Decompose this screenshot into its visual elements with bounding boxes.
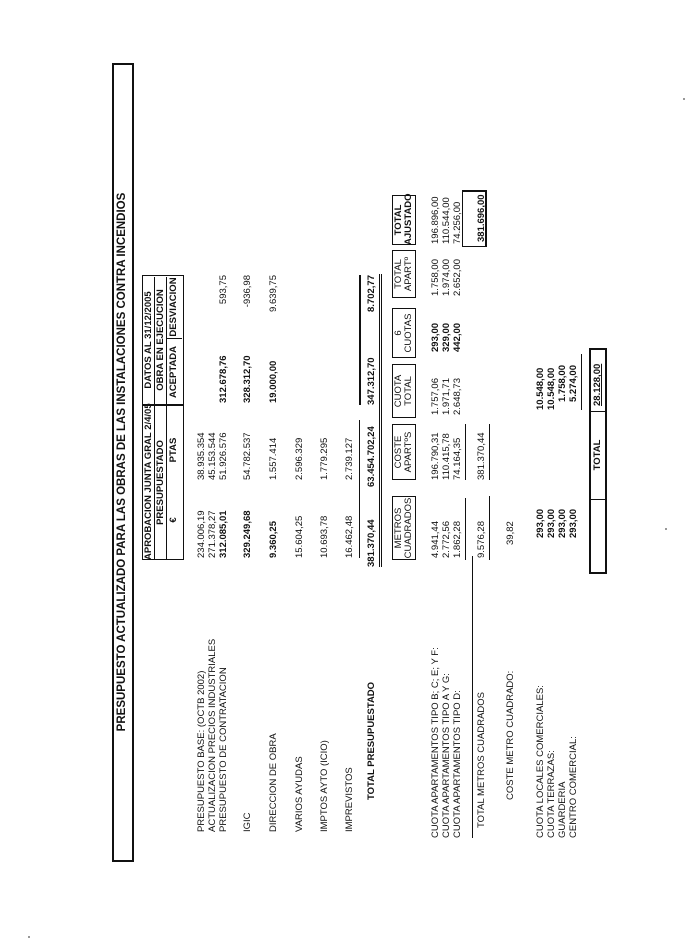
header-ajustado: TOTAL — [393, 204, 404, 236]
locales-row-label: CUOTA TERRAZAS: — [546, 750, 557, 838]
locales-row-label: GUARDERIA — [557, 781, 568, 838]
header-coste-2: APARTºS — [403, 431, 414, 473]
quota-row-cuota: 1.971,71 — [441, 378, 452, 415]
locales-row-total: 10.548,00 — [546, 367, 557, 410]
budget-row-eur: 271.378,27 — [207, 510, 218, 558]
locales-row-label: CUOTA LOCALES COMERCIALES: — [535, 685, 546, 838]
header-seis-2: CUOTAS — [403, 313, 414, 353]
header-metros: METROS — [393, 507, 404, 549]
header-cuota-2: TOTAL — [403, 376, 414, 406]
budget-total-ptas: 63.454.702,24 — [366, 426, 377, 487]
budget-row-ptas: 38.935.354 — [196, 432, 207, 480]
quota-row-totalap: 2.652,00 — [452, 259, 463, 296]
quota-row-seis: 293,00 — [430, 322, 441, 352]
quota-row-metros: 1.862,28 — [452, 521, 463, 558]
budget-row-aceptada: 328.312,70 — [242, 355, 253, 403]
locales-total-label: TOTAL — [592, 439, 603, 471]
quota-row-seis: 442,00 — [452, 322, 463, 352]
total-coste-value: 381.370,44 — [476, 432, 487, 480]
budget-row-label: ACTUALIZACION PRECIOS INDUSTRIALES — [207, 638, 218, 832]
budget-row-eur: 312.085,01 — [218, 510, 229, 558]
quota-row-ajustado: 196.896,00 — [430, 196, 441, 244]
budget-row-aceptada: 312.678,76 — [218, 355, 229, 403]
header-totalap-2: APARTº — [403, 256, 414, 292]
header-coste: COSTE — [393, 435, 404, 469]
quota-row-totalap: 1.758,00 — [430, 259, 441, 296]
page-title: PRESUPUESTO ACTUALIZADO PARA LAS OBRAS DE LAS INSTALACIONES CONTRA INCENDIOS — [116, 192, 128, 732]
quota-row-label: CUOTA APARTAMENTOS TIPO B; C; E; Y F: — [430, 647, 441, 838]
locales-row-cuota: 293,00 — [568, 508, 579, 538]
header-ajustado-2: AJUSTADO — [403, 193, 414, 245]
budget-row-label: IGIC — [242, 812, 253, 832]
budget-row-eur: 329.249,68 — [242, 510, 253, 558]
scan-speck — [665, 528, 667, 530]
quota-row-metros: 4.941,44 — [430, 521, 441, 558]
locales-row-cuota: 293,00 — [557, 508, 568, 538]
budget-row-label: VARIOS AYUDAS — [294, 756, 305, 832]
budget-row-ptas: 2.596.329 — [294, 437, 305, 480]
locales-row-total: 10.548,00 — [535, 367, 546, 410]
budget-total-aceptada: 347.312,70 — [366, 357, 377, 405]
coste-metro-label: COSTE METRO CUADRADO: — [505, 670, 516, 800]
quota-row-metros: 2.772,56 — [441, 521, 452, 558]
locales-row-total: 1.758,00 — [557, 365, 568, 402]
quota-row-coste: 74.164,35 — [452, 437, 463, 480]
quota-row-cuota: 2.648,73 — [452, 378, 463, 415]
budget-total-desviacion: 8.702,77 — [366, 275, 377, 312]
header-euro: € — [168, 517, 179, 523]
budget-row-ptas: 1.557.414 — [268, 437, 279, 480]
budget-row-eur: 16.462,48 — [344, 515, 355, 558]
locales-row-cuota: 293,00 — [535, 508, 546, 538]
header-metros-2: CUADRADOS — [403, 497, 414, 559]
budget-row-ptas: 2.739.127 — [344, 437, 355, 480]
header-seis: 6 — [393, 330, 404, 336]
quota-row-seis: 329,00 — [441, 322, 452, 352]
locales-row-cuota: 293,00 — [546, 508, 557, 538]
scan-speck — [28, 936, 30, 938]
header-aceptada: ACEPTADA — [168, 345, 179, 399]
quota-row-label: CUOTA APARTAMENTOS TIPO A Y G: — [441, 673, 452, 838]
locales-row-label: CENTRO COMERCIAL: — [568, 736, 579, 838]
total-ajustado-value: 381.696,00 — [476, 194, 487, 242]
budget-row-desviacion: -936,98 — [242, 275, 253, 308]
budget-row-ptas: 1.779.295 — [319, 437, 330, 480]
quota-row-label: CUOTA APARTAMENTOS TIPO D: — [452, 690, 463, 838]
quota-row-coste: 196.790,31 — [430, 432, 441, 480]
locales-total-value: 28.128,00 — [592, 363, 603, 406]
total-metros-label: TOTAL METROS CUADRADOS — [476, 691, 487, 828]
quota-row-coste: 110.415,78 — [441, 433, 452, 480]
budget-row-label: IMPREVISTOS — [344, 767, 355, 832]
quota-row-ajustado: 74.256,00 — [452, 201, 463, 244]
budget-total-eur: 381.370,44 — [366, 519, 377, 567]
quota-row-cuota: 1.757,06 — [430, 378, 441, 415]
budget-row-eur: 15.604,25 — [294, 515, 305, 558]
budget-row-label: PRESUPUESTO BASE: (OCTB 2002) — [196, 670, 207, 832]
budget-row-eur: 9.360,25 — [268, 521, 279, 558]
header-presupuestado: PRESUPUESTADO — [155, 440, 166, 525]
header-totalap: TOTAL — [393, 259, 404, 289]
header-ptas: PTAS — [168, 437, 179, 463]
budget-row-label: DIRECCION DE OBRA — [268, 733, 279, 832]
header-obra: OBRA EN EJECUCION — [155, 289, 166, 391]
budget-row-eur: 234.006,19 — [196, 510, 207, 558]
header-desviacion: DESVIACION — [168, 277, 179, 337]
budget-row-ptas: 51.926.576 — [218, 432, 229, 480]
header-datos: DATOS AL 31/12/2005 — [143, 291, 154, 389]
quota-row-totalap: 1.974,00 — [441, 259, 452, 296]
budget-row-eur: 10.693,78 — [319, 515, 330, 558]
budget-row-desviacion: 9.639,75 — [268, 275, 279, 312]
total-metros-value: 9.576,28 — [476, 521, 487, 558]
budget-row-label: PRESUPUESTO DE CONTRATACION — [218, 667, 229, 832]
header-aprobacion: APROBACION JUNTA GRAL 2/4/05 — [143, 403, 154, 560]
header-cuota: CUOTA — [393, 374, 404, 408]
budget-row-desviacion: 593,75 — [218, 275, 229, 305]
quota-row-ajustado: 110.544,00 — [441, 197, 452, 244]
locales-row-total: 5.274,00 — [568, 365, 579, 402]
budget-row-label: IMPTOS AYTO (ICIO) — [319, 740, 330, 832]
scan-speck — [683, 98, 685, 100]
budget-row-ptas: 54.782.537 — [242, 432, 253, 480]
budget-row-ptas: 45.153.544 — [207, 432, 218, 480]
coste-metro-value: 39,82 — [505, 521, 516, 545]
budget-total-label: TOTAL PRESUPUESTADO — [366, 681, 377, 800]
budget-row-aceptada: 19.000,00 — [268, 360, 279, 403]
